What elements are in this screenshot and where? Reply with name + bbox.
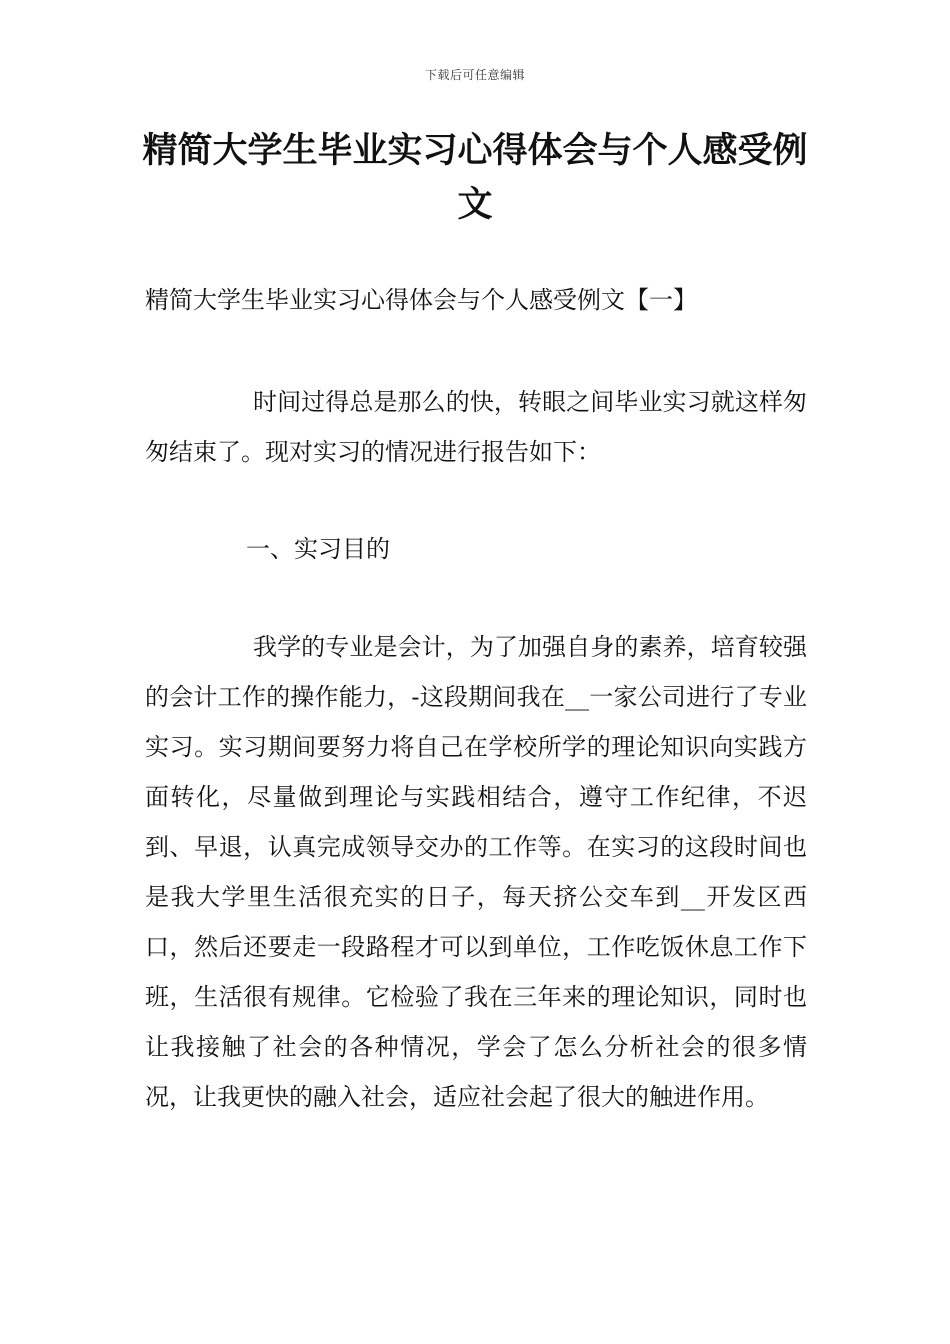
body-paragraph: 我学的专业是会计，为了加强自身的素养，培育较强的会计工作的操作能力，-这段期间我在__一家公司进行了专业实习。实习期间要努力将自己在学校所学的理论知识向实践方面转化，尽量做到理论与实践相结合，遵守工作纪律，不迟到、早退，认真完成领导交办的工作等。在实习的这段时间也是我大学里生活很充实的日子，每天挤公交车到__开发区西口，然后还要走一段路程才可以到单位，工作吃饭休息工作下班，生活很有规律。它检验了我在三年来的理论知识，同时也让我接触了社会的各种情况，学会了怎么分析社会的很多情况，让我更快的融入社会，适应社会起了很大的触进作用。 xyxy=(145,633,807,1111)
document-title: 精简大学生毕业实习心得体会与个人感受例文 xyxy=(142,130,808,225)
intro-paragraph: 时间过得总是那么的快，转眼之间毕业实习就这样匆匆结束了。现对实习的情况进行报告如下： xyxy=(145,388,807,466)
header-note: 下载后可任意编辑 xyxy=(424,68,525,82)
subheading-purpose: 一、实习目的 xyxy=(246,535,390,563)
section-heading: 精简大学生毕业实习心得体会与个人感受例文【一】 xyxy=(145,286,697,314)
